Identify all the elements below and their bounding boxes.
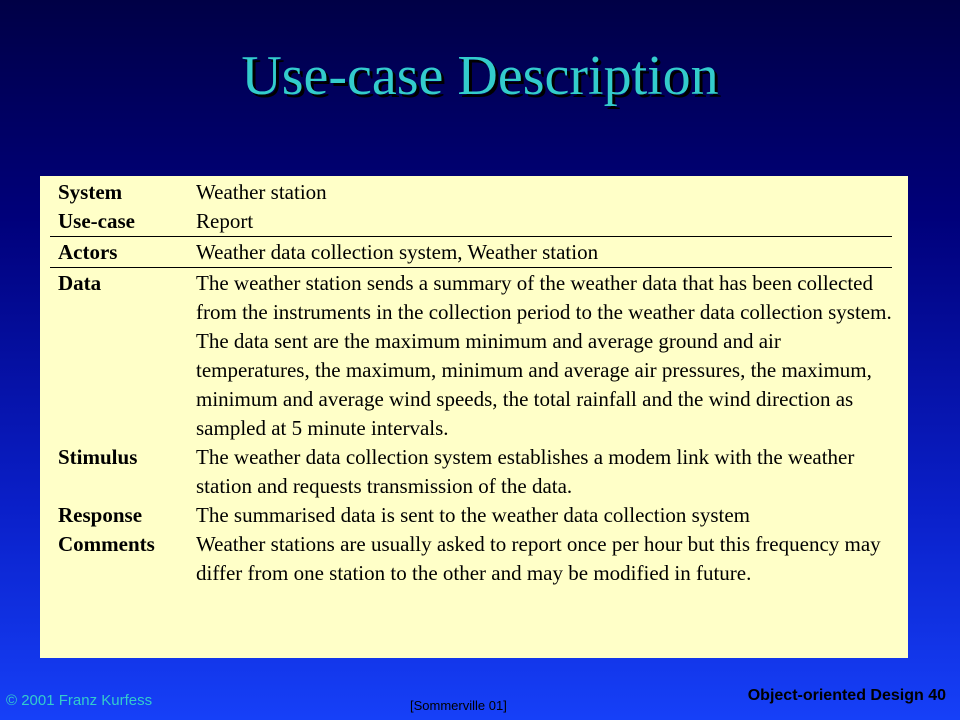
row-label: Actors (50, 237, 196, 268)
row-value: Weather stations are usually asked to report once per hour but this frequency may differ from one station to the other and may be modified in future. (196, 532, 881, 585)
table-row-actors (50, 237, 892, 268)
table-row-use-case (50, 207, 892, 237)
row-label: Use-case (58, 209, 135, 233)
slide-title: Use-case Description (241, 45, 719, 107)
use-case-table (50, 178, 892, 588)
table-row-data (50, 268, 892, 444)
row-value: Weather data collection system, Weather station (196, 237, 892, 268)
row-value: The summarised data is sent to the weather data collection system (196, 503, 750, 527)
table-row-stimulus (50, 443, 892, 501)
table-row-response (50, 501, 892, 530)
footer-source-citation: [Sommerville 01] (410, 698, 507, 713)
footer-course-page: Object-oriented Design 40 (747, 687, 946, 704)
footer-copyright: © 2001 Franz Kurfess (6, 692, 153, 709)
row-value: Weather station (196, 180, 327, 204)
row-label: Response (58, 503, 143, 527)
row-label: Stimulus (58, 445, 138, 469)
row-value: The weather data collection system establishes a modem link with the weather station and requests transmission of the data. (196, 445, 855, 498)
row-label: System (58, 180, 123, 204)
use-case-panel (40, 176, 908, 658)
row-value: The weather station sends a summary of the weather data that has been collected from the instruments in the collection period to the weather data collection system. The data sent are the maximum minimum and average ground and air temperatures, the maximum, minimum and average air pressures, the maximum, minimum and average wind speeds, the total rainfall and the wind direction as sampled at 5 minute intervals. (196, 268, 892, 444)
table-row-comments (50, 530, 892, 588)
row-label: Comments (58, 532, 155, 556)
row-value: Report (196, 209, 254, 233)
row-label: Data (50, 268, 196, 444)
table-row-system (50, 178, 892, 207)
